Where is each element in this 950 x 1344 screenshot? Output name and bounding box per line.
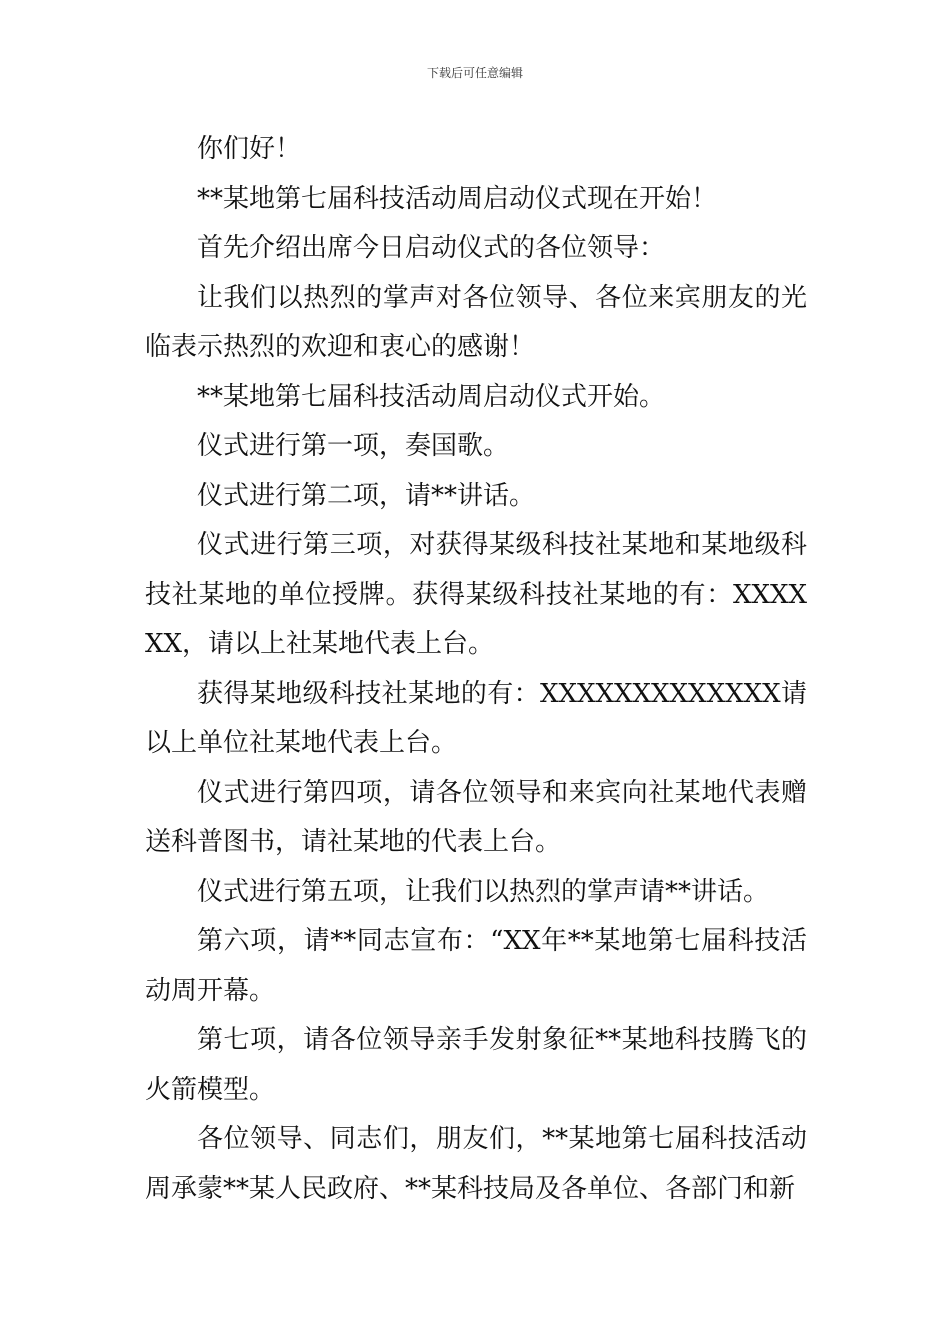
paragraph-item-6: 第六项，请**同志宣布：“XX年**某地第七届科技活动周开幕。 (145, 926, 807, 1006)
paragraph-item-5: 仪式进行第五项，让我们以热烈的掌声请**讲话。 (197, 876, 770, 907)
paragraph-item-3: 仪式进行第三项，对获得某级科技社某地和某地级科技社某地的单位授牌。获得某级科技社某地的有：XXXXXX，请以上社某地代表上台。 (145, 530, 807, 659)
paragraph-ceremony-start: **某地第七届科技活动周启动仪式开始。 (197, 381, 666, 412)
paragraph-opening: **某地第七届科技活动周启动仪式现在开始！ (197, 183, 718, 214)
paragraph-item-3-continued: 获得某地级科技社某地的有：XXXXXXXXXXXXX请以上单位社某地代表上台。 (145, 678, 807, 758)
paragraph-welcome: 让我们以热烈的掌声对各位领导、各位来宾朋友的光临表示热烈的欢迎和衷心的感谢！ (145, 282, 807, 362)
document-body (145, 125, 807, 1214)
paragraph-item-7: 第七项，请各位领导亲手发射象征**某地科技腾飞的火箭模型。 (145, 1025, 807, 1105)
paragraph-introduce-leaders: 首先介绍出席今日启动仪式的各位领导： (197, 233, 666, 263)
paragraph-item-2: 仪式进行第二项，请**讲话。 (197, 480, 536, 511)
paragraph-closing: 各位领导、同志们，朋友们，**某地第七届科技活动周承蒙**某人民政府、**某科技局及各单位、各部门和新 (145, 1124, 807, 1204)
page-header: 下载后可任意编辑 (426, 66, 523, 80)
paragraph-item-1: 仪式进行第一项，奏国歌。 (197, 431, 510, 461)
paragraph-greeting: 你们好！ (197, 134, 302, 164)
paragraph-item-4: 仪式进行第四项，请各位领导和来宾向社某地代表赠送科普图书，请社某地的代表上台。 (145, 777, 807, 857)
